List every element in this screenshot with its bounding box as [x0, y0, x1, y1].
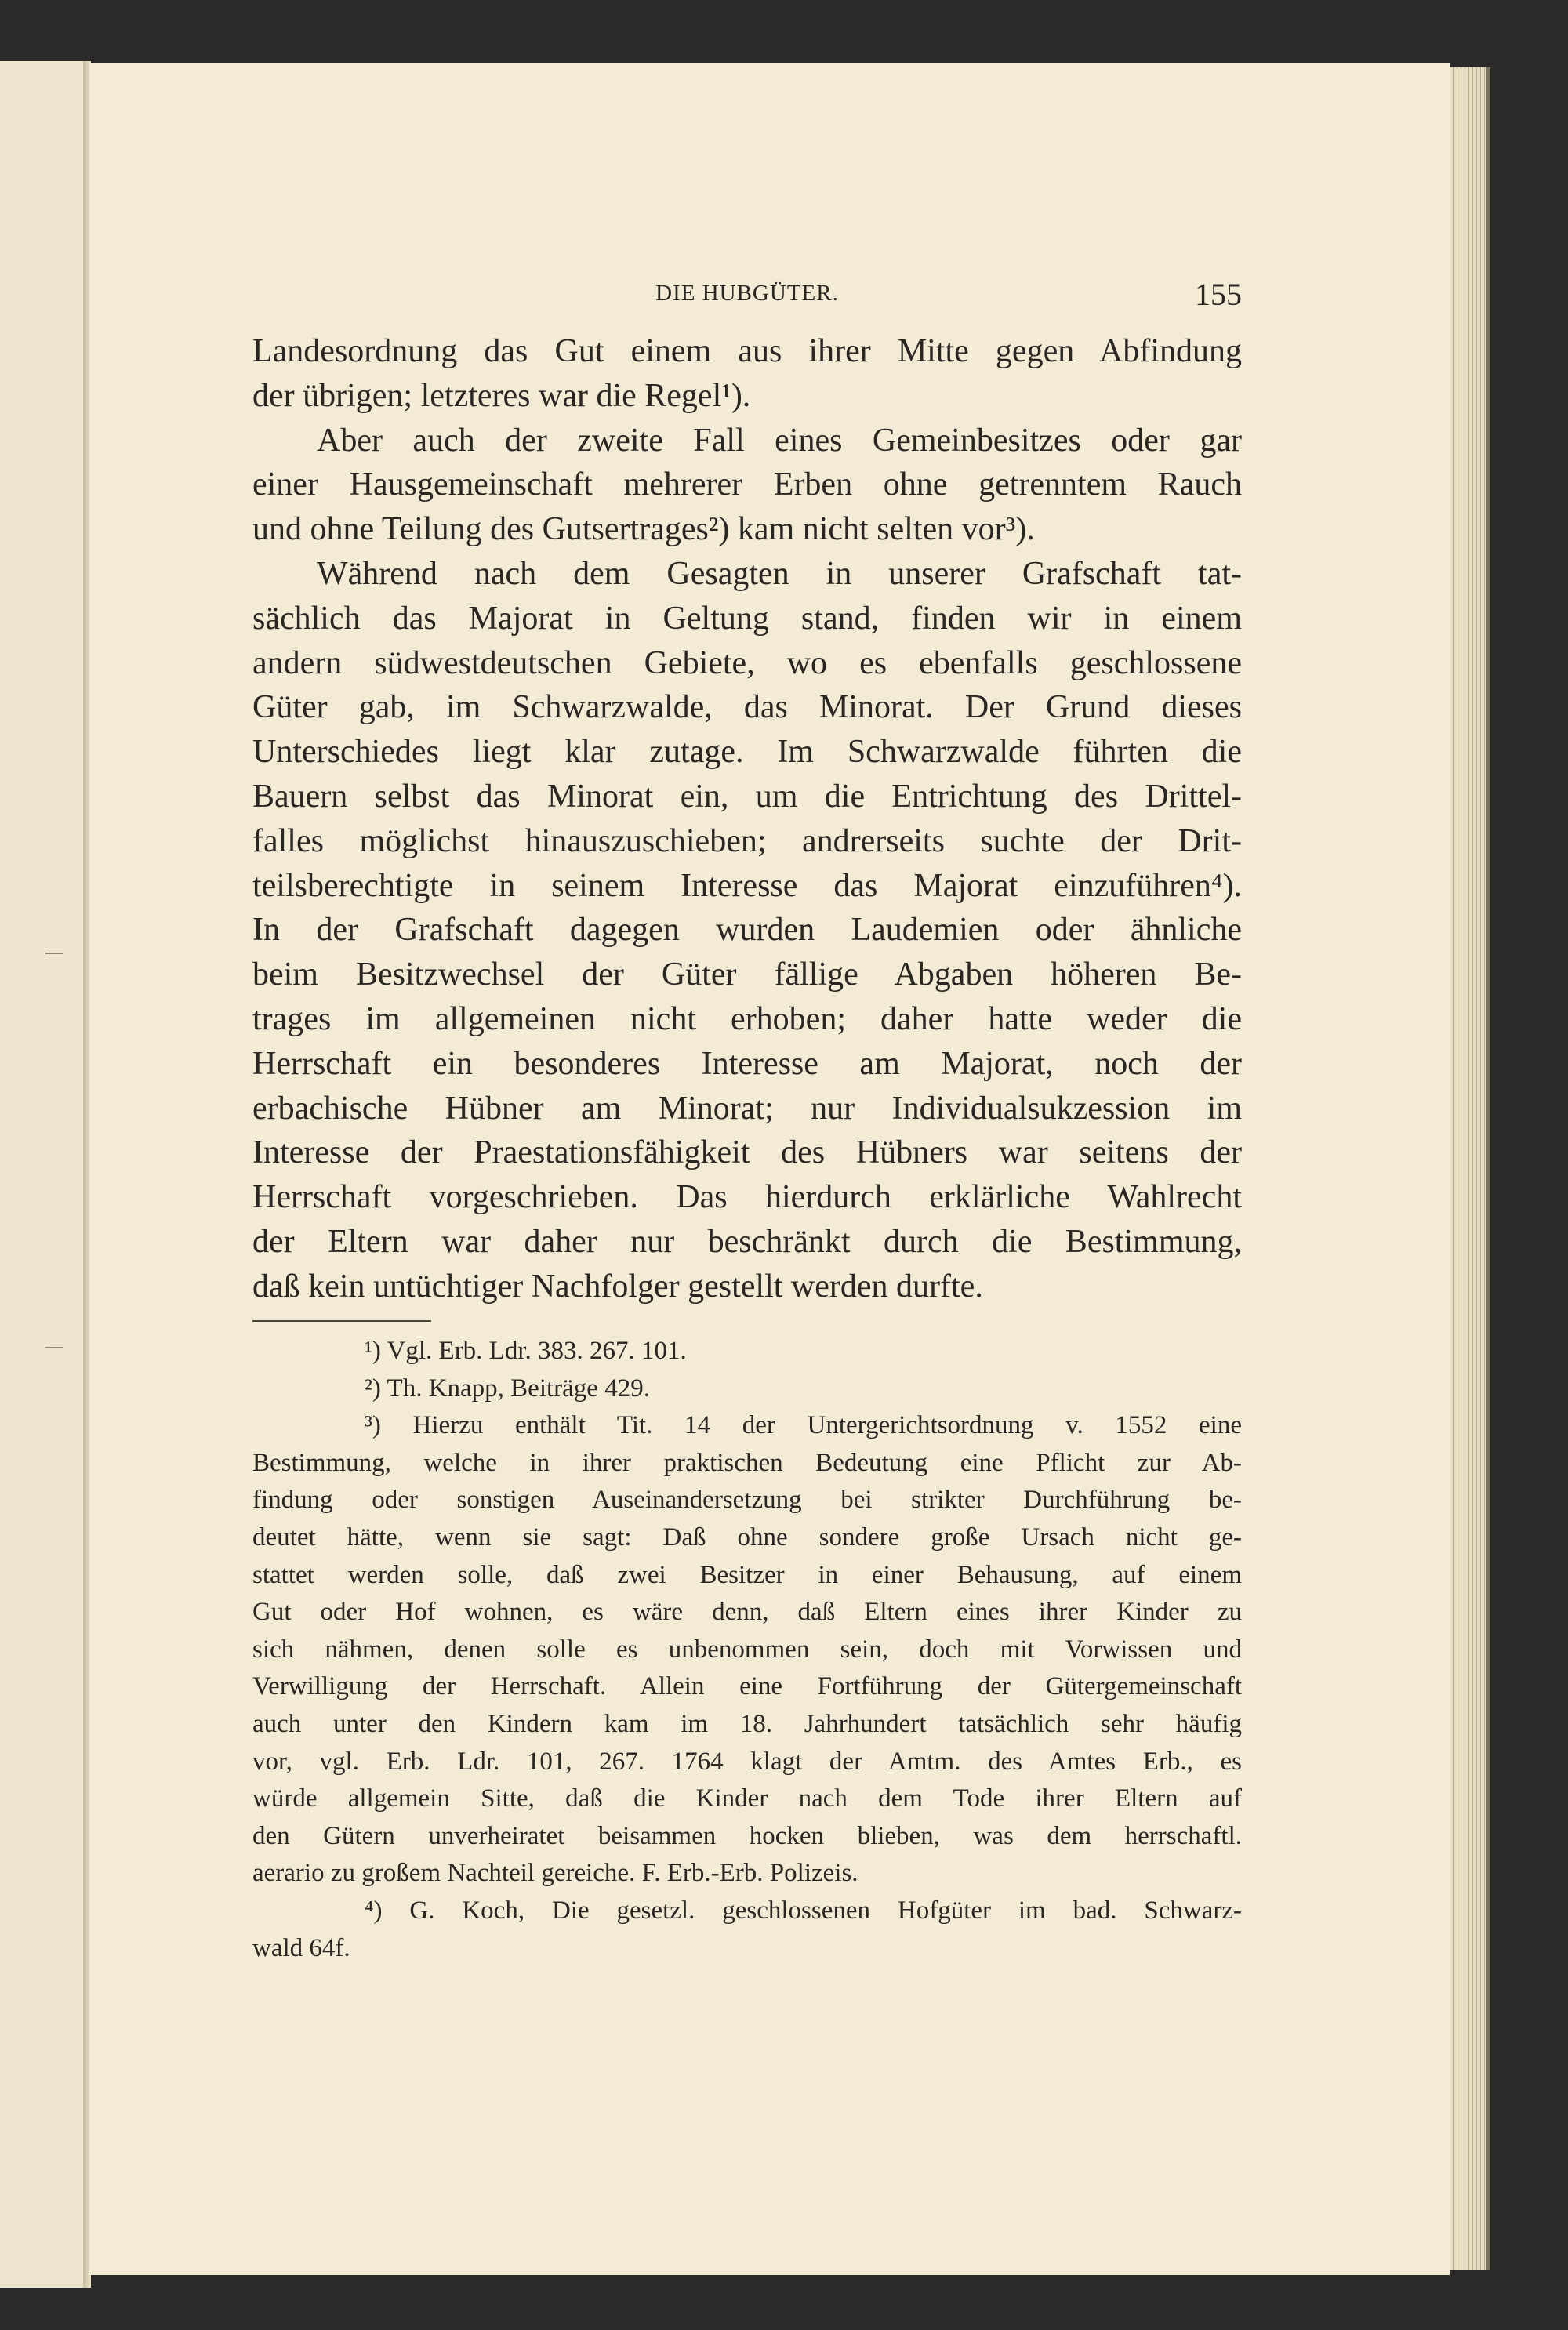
text-line: Güter gab, im Schwarzwalde, das Minorat. Der Grund dieses: [252, 689, 1242, 726]
footnote-line: vor, vgl. Erb. Ldr. 101, 267. 1764 klagt der Amtm. des Amtes Erb., es: [252, 1747, 1242, 1776]
text-line: Herrschaft vorgeschrieben. Das hierdurch erklärliche Wahlrecht: [252, 1179, 1242, 1216]
text-line: trages im allgemeinen nicht erhoben; daher hatte weder die: [252, 1000, 1242, 1037]
footnote-rule: [252, 1320, 431, 1322]
footnote-line: ¹) Vgl. Erb. Ldr. 383. 267. 101.: [365, 1337, 687, 1365]
footnote-line: aerario zu großem Nachteil gereiche. F. Erb.-Erb. Polizeis.: [252, 1859, 858, 1888]
text-line: sächlich das Majorat in Geltung stand, finden wir in einem: [252, 600, 1242, 637]
text-line: falles möglichst hinauszuschieben; andrerseits suchte der Drit-: [252, 822, 1242, 859]
margin-mark: [45, 1347, 63, 1348]
footnote-line: ²) Th. Knapp, Beiträge 429.: [365, 1374, 650, 1403]
text-line: erbachische Hübner am Minorat; nur Individualsukzession im: [252, 1090, 1242, 1127]
page-edges: [1450, 67, 1486, 2270]
footnote-line: findung oder sonstigen Auseinandersetzung bei strikter Durchführung be-: [252, 1486, 1242, 1515]
footnote-line: Bestimmung, welche in ihrer praktischen Bedeutung eine Pflicht zur Ab-: [252, 1448, 1242, 1477]
text-line: In der Grafschaft dagegen wurden Laudemien oder ähnliche: [252, 912, 1242, 949]
footnote-line: stattet werden solle, daß zwei Besitzer in einer Behausung, auf einem: [252, 1560, 1242, 1589]
footnote-line: den Gütern unverheiratet beisammen hocken blieben, was dem herrschaftl.: [252, 1821, 1242, 1850]
footnote-line: deutet hätte, wenn sie sagt: Daß ohne sondere große Ursach nicht ge-: [252, 1522, 1242, 1552]
text-line: Interesse der Praestationsfähigkeit des Hübners war seitens der: [252, 1134, 1242, 1171]
text-line: beim Besitzwechsel der Güter fällige Abgaben höheren Be-: [252, 956, 1242, 993]
body-text: [252, 329, 1242, 1309]
text-line: und ohne Teilung des Gutsertrages²) kam nicht selten vor³).: [252, 511, 1035, 548]
text-line: der Eltern war daher nur beschränkt durch die Bestimmung,: [252, 1223, 1242, 1260]
text-line: einer Hausgemeinschaft mehrerer Erben ohne getrenntem Rauch: [252, 466, 1242, 503]
footnote-line: ³) Hierzu enthält Tit. 14 der Untergerichtsordnung v. 1552 eine: [365, 1411, 1242, 1440]
footnote-line: auch unter den Kindern kam im 18. Jahrhundert tatsächlich sehr häufig: [252, 1709, 1242, 1738]
text-line: Aber auch der zweite Fall eines Gemeinbesitzes oder gar: [317, 422, 1242, 459]
text-line: Unterschiedes liegt klar zutage. Im Schwarzwalde führten die: [252, 734, 1242, 771]
footnote-line: wald 64f.: [252, 1933, 350, 1962]
footnote-line: würde allgemein Sitte, daß die Kinder nach dem Tode ihrer Eltern auf: [252, 1784, 1242, 1813]
footnote-line: sich nähmen, denen solle es unbenommen sein, doch mit Vorwissen und: [252, 1635, 1242, 1664]
text-line: Bauern selbst das Minorat ein, um die Entrichtung des Drittel-: [252, 778, 1242, 815]
text-line: Während nach dem Gesagten in unserer Grafschaft tat-: [317, 555, 1242, 592]
text-line: Landesordnung das Gut einem aus ihrer Mitte gegen Abfindung: [252, 333, 1242, 369]
text-line: der übrigen; letzteres war die Regel¹).: [252, 377, 751, 414]
page-header: [252, 276, 1242, 310]
running-title: DIE HUBGÜTER.: [655, 281, 839, 306]
text-line: andern südwestdeutschen Gebiete, wo es ebenfalls geschlossene: [252, 644, 1242, 681]
footnote-line: Verwilligung der Herrschaft. Allein eine Fortführung der Gütergemeinschaft: [252, 1672, 1242, 1701]
page-number: 155: [1195, 277, 1242, 312]
text-line: teilsberechtigte in seinem Interesse das Majorat einzuführen⁴).: [252, 867, 1242, 904]
footnote-line: Gut oder Hof wohnen, es wäre denn, daß Eltern eines ihrer Kinder zu: [252, 1598, 1242, 1627]
margin-mark: [45, 953, 63, 954]
previous-page-edge: [0, 61, 85, 2288]
text-line: Herrschaft ein besonderes Interesse am Majorat, noch der: [252, 1045, 1242, 1082]
page-edge-shadow: [1486, 67, 1490, 2270]
footnotes: [252, 1333, 1242, 1967]
text-line: daß kein untüchtiger Nachfolger gestellt werden durfte.: [252, 1268, 983, 1305]
footnote-line: ⁴) G. Koch, Die gesetzl. geschlossenen Hofgüter im bad. Schwarz-: [365, 1896, 1242, 1925]
